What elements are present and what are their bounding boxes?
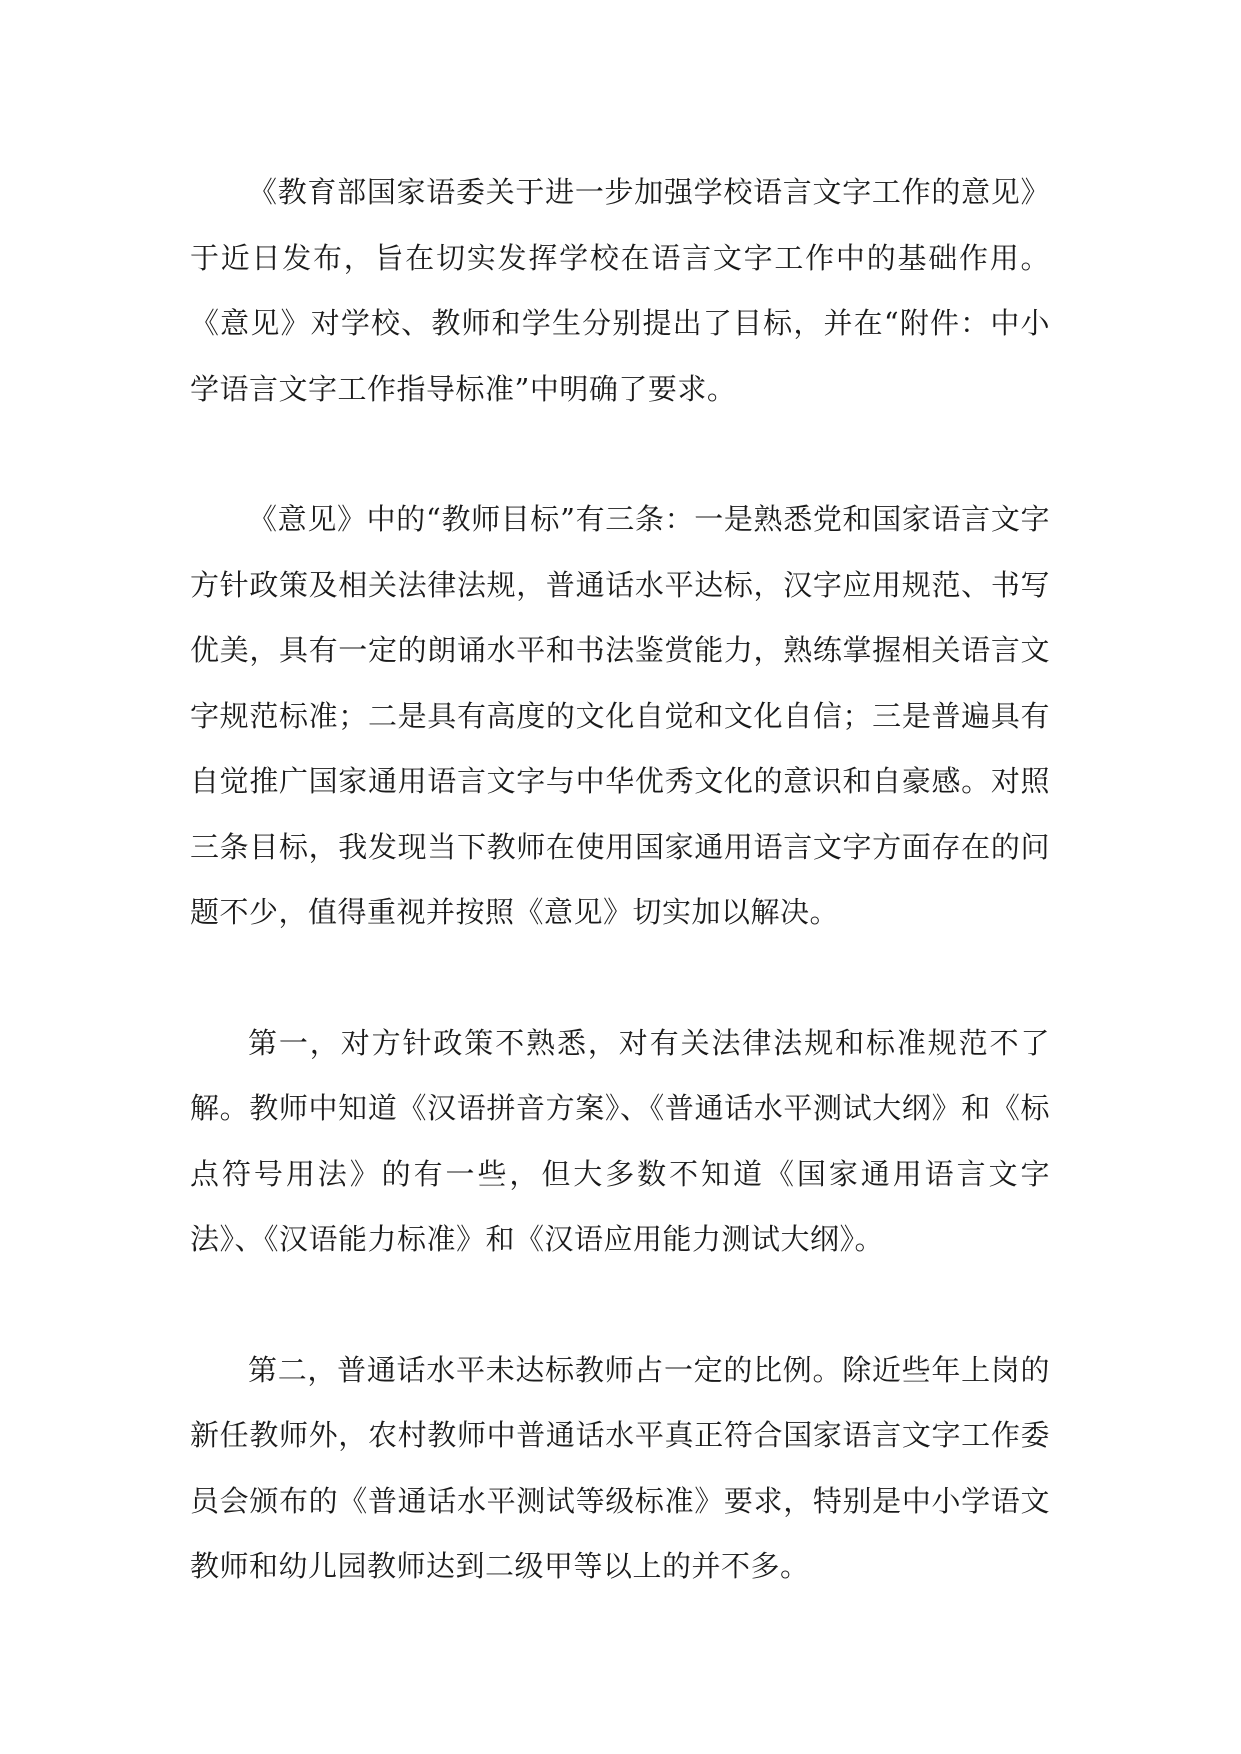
paragraph-point-one: 第一，对方针政策不熟悉，对有关法律法规和标准规范不了解。教师中知道《汉语拼音方案》、《普通话水平测试大纲》和《标点符号用法》的有一些，但大多数不知道《国家通用语言文字法》、《汉语能力标准》和《汉语应用能力测试大纲》。 [190,1025,1050,1256]
paragraph-point-two: 第二，普通话水平未达标教师占一定的比例。除近些年上岗的新任教师外，农村教师中普通话水平真正符合国家语言文字工作委员会颁布的《普通话水平测试等级标准》要求，特别是中小学语文教师和幼儿园教师达到二级甲等以上的并不多。 [190,1352,1050,1583]
paragraph-teacher-goals: 《意见》中的“教师目标”有三条：一是熟悉党和国家语言文字方针政策及相关法律法规，普通话水平达标，汉字应用规范、书写优美，具有一定的朗诵水平和书法鉴赏能力，熟练掌握相关语言文字规范标准；二是具有高度的文化自觉和文化自信；三是普遍具有自觉推广国家通用语言文字与中华优秀文化的意识和自豪感。对照三条目标，我发现当下教师在使用国家通用语言文字方面存在的问题不少，值得重视并按照《意见》切实加以解决。 [190,502,1050,929]
document-body [190,160,1050,1665]
paragraph-intro: 《教育部国家语委关于进一步加强学校语言文字工作的意见》于近日发布，旨在切实发挥学校在语言文字工作中的基础作用。《意见》对学校、教师和学生分别提出了目标，并在“附件：中小学语言文字工作指导标准”中明确了要求。 [190,175,1050,406]
